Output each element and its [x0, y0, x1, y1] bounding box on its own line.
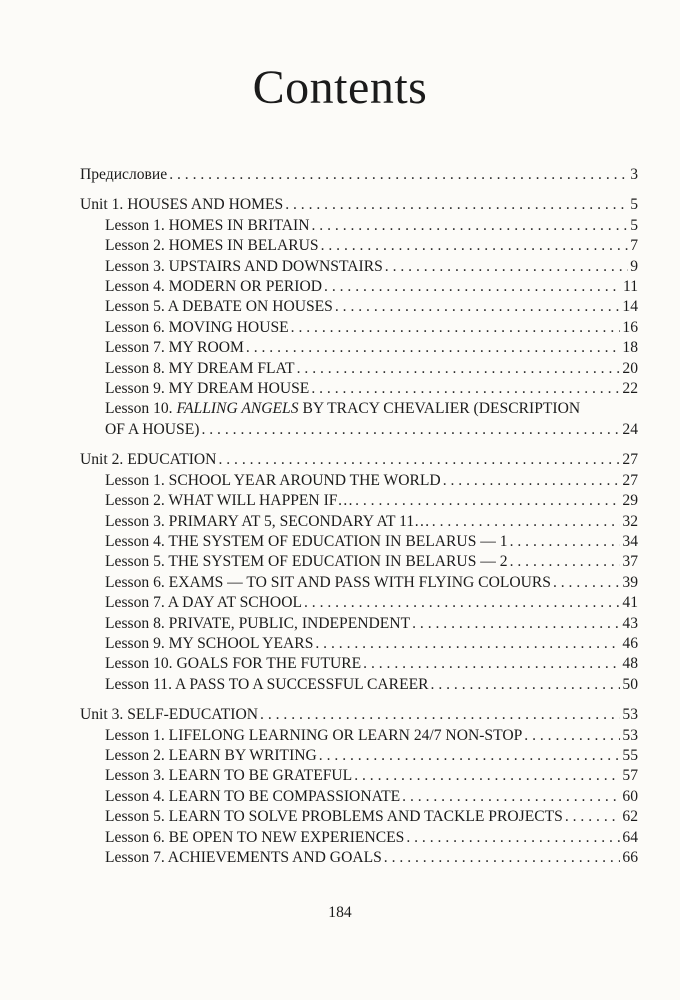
dot-leader — [304, 593, 620, 613]
toc-entry-label: Lesson 3. UPSTAIRS AND DOWNSTAIRS — [105, 257, 383, 275]
toc-entry-page: 66 — [622, 849, 638, 866]
toc-entry-label: Lesson 4. THE SYSTEM OF EDUCATION IN BELARUS — 1 — [105, 532, 508, 550]
dot-leader — [355, 491, 620, 511]
dot-leader — [412, 614, 620, 634]
dot-leader — [565, 807, 621, 827]
toc-entry-label: Lesson 9. MY DREAM HOUSE — [105, 380, 310, 398]
toc-entry-label: Lesson 5. THE SYSTEM OF EDUCATION IN BELARUS — 2 — [105, 553, 508, 571]
dot-leader — [319, 746, 621, 766]
toc-entry-label: Lesson 7. MY ROOM — [105, 339, 244, 357]
toc-entry-label: Lesson 2. WHAT WILL HAPPEN IF… — [105, 492, 354, 510]
dot-leader — [363, 654, 620, 674]
toc-entry-page: 32 — [622, 512, 638, 530]
toc-entry-lesson[interactable] — [80, 277, 638, 297]
toc-entry-label: OF A HOUSE) — [105, 420, 200, 438]
page-number: 184 — [328, 904, 352, 921]
toc-entry-page: 60 — [622, 787, 638, 805]
dot-leader — [510, 532, 621, 552]
toc-entry-page: 62 — [622, 808, 638, 826]
toc-entry-label: Lesson 2. LEARN BY WRITING — [105, 746, 317, 764]
toc-entry-label: Lesson 4. LEARN TO BE COMPASSIONATE — [105, 787, 401, 805]
toc-entry-label: Unit 1. HOUSES AND HOMES — [80, 196, 284, 214]
toc-entry-lesson[interactable] — [80, 338, 638, 358]
toc-entry-label: Lesson 7. ACHIEVEMENTS AND GOALS — [105, 849, 382, 866]
toc-entry-label: Lesson 1. SCHOOL YEAR AROUND THE WORLD — [105, 471, 441, 489]
toc-entry-lesson[interactable] — [80, 746, 638, 766]
page-title: Contents — [252, 61, 428, 114]
toc-entry-page: 27 — [622, 451, 638, 469]
toc-entry-lesson[interactable] — [80, 532, 638, 552]
toc-entry-label: Lesson 4. MODERN OR PERIOD — [105, 278, 323, 296]
toc-entry-page: 53 — [622, 726, 638, 744]
toc-entry-lesson[interactable] — [80, 297, 638, 317]
toc-entry-label: Lesson 8. PRIVATE, PUBLIC, INDEPENDENT — [105, 614, 411, 632]
dot-leader — [312, 216, 629, 236]
toc-entry-page: 37 — [622, 553, 638, 571]
toc-entry-lesson[interactable] — [80, 257, 638, 277]
dot-leader — [510, 552, 621, 572]
toc-entry-label: Lesson 1. LIFELONG LEARNING OR LEARN 24/7 NON-STOP — [105, 726, 523, 744]
toc-entry-label: Lesson 3. LEARN TO BE GRATEFUL — [105, 767, 353, 785]
dot-leader — [285, 195, 628, 215]
toc-entry-label: Lesson 1. HOMES IN BRITAIN — [105, 216, 310, 234]
toc-entry-page: 43 — [622, 614, 638, 632]
toc-entry-page: 46 — [622, 634, 638, 652]
toc-entry-label: Предисловие — [80, 166, 168, 183]
toc-entry-page: 9 — [630, 257, 638, 275]
toc-entry-page: 64 — [622, 828, 638, 846]
dot-leader — [432, 512, 621, 532]
toc-entry-label: Lesson 10. GOALS FOR THE FUTURE — [105, 655, 362, 673]
toc-entry-lesson-10-continued[interactable] — [80, 420, 638, 440]
table-of-contents — [80, 165, 638, 868]
toc-entry-page: 48 — [622, 655, 638, 673]
toc-entry-lesson[interactable] — [80, 614, 638, 634]
toc-entry-label: Lesson 8. MY DREAM FLAT — [105, 359, 295, 377]
dot-leader — [335, 297, 621, 317]
toc-entry-label: Lesson 7. A DAY AT SCHOOL — [105, 594, 302, 612]
toc-entry-page: 50 — [622, 675, 638, 693]
toc-entry-lesson[interactable] — [80, 848, 638, 868]
dot-leader — [169, 165, 628, 185]
toc-unit-heading[interactable] — [80, 705, 638, 725]
dot-leader — [311, 379, 620, 399]
toc-entry-lesson[interactable] — [80, 379, 638, 399]
toc-entry-lesson[interactable] — [80, 634, 638, 654]
toc-entry-page: 53 — [622, 706, 638, 724]
dot-leader — [553, 573, 620, 593]
dot-leader — [201, 420, 620, 440]
toc-unit-heading[interactable] — [80, 450, 638, 470]
toc-entry-lesson[interactable] — [80, 828, 638, 848]
toc-entry-page: 39 — [622, 573, 638, 591]
toc-entry-lesson[interactable] — [80, 573, 638, 593]
dot-leader — [431, 675, 621, 695]
toc-entry-lesson[interactable] — [80, 359, 638, 379]
toc-entry-label: Lesson 6. BE OPEN TO NEW EXPERIENCES — [105, 828, 405, 846]
toc-entry-lesson[interactable] — [80, 491, 638, 511]
toc-entry-lesson[interactable] — [80, 766, 638, 786]
toc-entry-label: Lesson 10. — [105, 400, 173, 418]
toc-entry-label: Unit 2. EDUCATION — [80, 451, 217, 469]
toc-entry-label: Lesson 5. A DEBATE ON HOUSES — [105, 298, 333, 316]
toc-entry-page: 7 — [630, 237, 638, 255]
dot-leader — [324, 277, 621, 297]
toc-entry-page: 24 — [622, 420, 638, 438]
toc-entry-lesson[interactable] — [80, 552, 638, 572]
toc-entry-lesson[interactable] — [80, 216, 638, 236]
toc-entry-label: Lesson 9. MY SCHOOL YEARS — [105, 634, 314, 652]
toc-entry-lesson[interactable] — [80, 318, 638, 338]
toc-entry-lesson[interactable] — [80, 787, 638, 807]
toc-entry-lesson[interactable] — [80, 236, 638, 256]
toc-entry-lesson[interactable] — [80, 593, 638, 613]
dot-leader — [384, 848, 621, 868]
toc-unit-heading[interactable] — [80, 195, 638, 215]
toc-entry-label: Lesson 6. EXAMS — TO SIT AND PASS WITH FLYING COLOURS — [105, 573, 551, 591]
toc-entry-lesson[interactable] — [80, 654, 638, 674]
toc-entry-lesson[interactable] — [80, 726, 638, 746]
dot-leader — [315, 634, 620, 654]
dot-leader — [443, 471, 621, 491]
dot-leader — [260, 705, 620, 725]
toc-entry-label: Lesson 11. A PASS TO A SUCCESSFUL CAREER — [105, 675, 429, 693]
dot-leader — [218, 450, 620, 470]
toc-entry-page: 5 — [630, 216, 638, 234]
toc-entry-lesson-10[interactable] — [80, 399, 638, 419]
toc-entry-page: 3 — [630, 166, 638, 183]
dot-leader — [385, 257, 628, 277]
toc-entry-label: Lesson 6. MOVING HOUSE — [105, 318, 289, 336]
dot-leader — [246, 338, 621, 358]
toc-entry-label-italic: FALLING ANGELS — [176, 400, 299, 418]
toc-entry-page: 41 — [622, 594, 638, 612]
toc-entry-label: Lesson 2. HOMES IN BELARUS — [105, 237, 319, 255]
toc-entry-page: 20 — [622, 359, 638, 377]
dot-leader — [524, 726, 620, 746]
toc-entry-page: 14 — [622, 298, 638, 316]
toc-entry-page: 29 — [622, 492, 638, 510]
dot-leader — [406, 828, 620, 848]
toc-entry-page: 5 — [630, 196, 638, 214]
toc-entry-page: 11 — [622, 278, 638, 296]
toc-entry-preface[interactable] — [80, 165, 638, 185]
toc-entry-lesson[interactable] — [80, 512, 638, 532]
toc-entry-page: 57 — [622, 767, 638, 785]
toc-entry-lesson[interactable] — [80, 807, 638, 827]
toc-entry-label: Lesson 3. PRIMARY AT 5, SECONDARY AT 11… — [105, 512, 430, 530]
toc-entry-label: Lesson 5. LEARN TO SOLVE PROBLEMS AND TACKLE PROJECTS — [105, 808, 563, 826]
toc-entry-page: 34 — [622, 532, 638, 550]
dot-leader — [402, 787, 620, 807]
dot-leader — [354, 766, 620, 786]
dot-leader — [297, 359, 621, 379]
toc-entry-page: 22 — [622, 380, 638, 398]
toc-entry-page: 16 — [622, 318, 638, 336]
toc-entry-lesson[interactable] — [80, 471, 638, 491]
toc-entry-page: 18 — [622, 339, 638, 357]
toc-entry-label: BY TRACY CHEVALIER (DESCRIPTION — [302, 400, 581, 418]
toc-entry-lesson[interactable] — [80, 675, 638, 695]
toc-entry-label: Unit 3. SELF-EDUCATION — [80, 706, 259, 724]
toc-entry-page: 27 — [622, 471, 638, 489]
dot-leader — [321, 236, 629, 256]
toc-entry-page: 55 — [622, 746, 638, 764]
dot-leader — [291, 318, 621, 338]
